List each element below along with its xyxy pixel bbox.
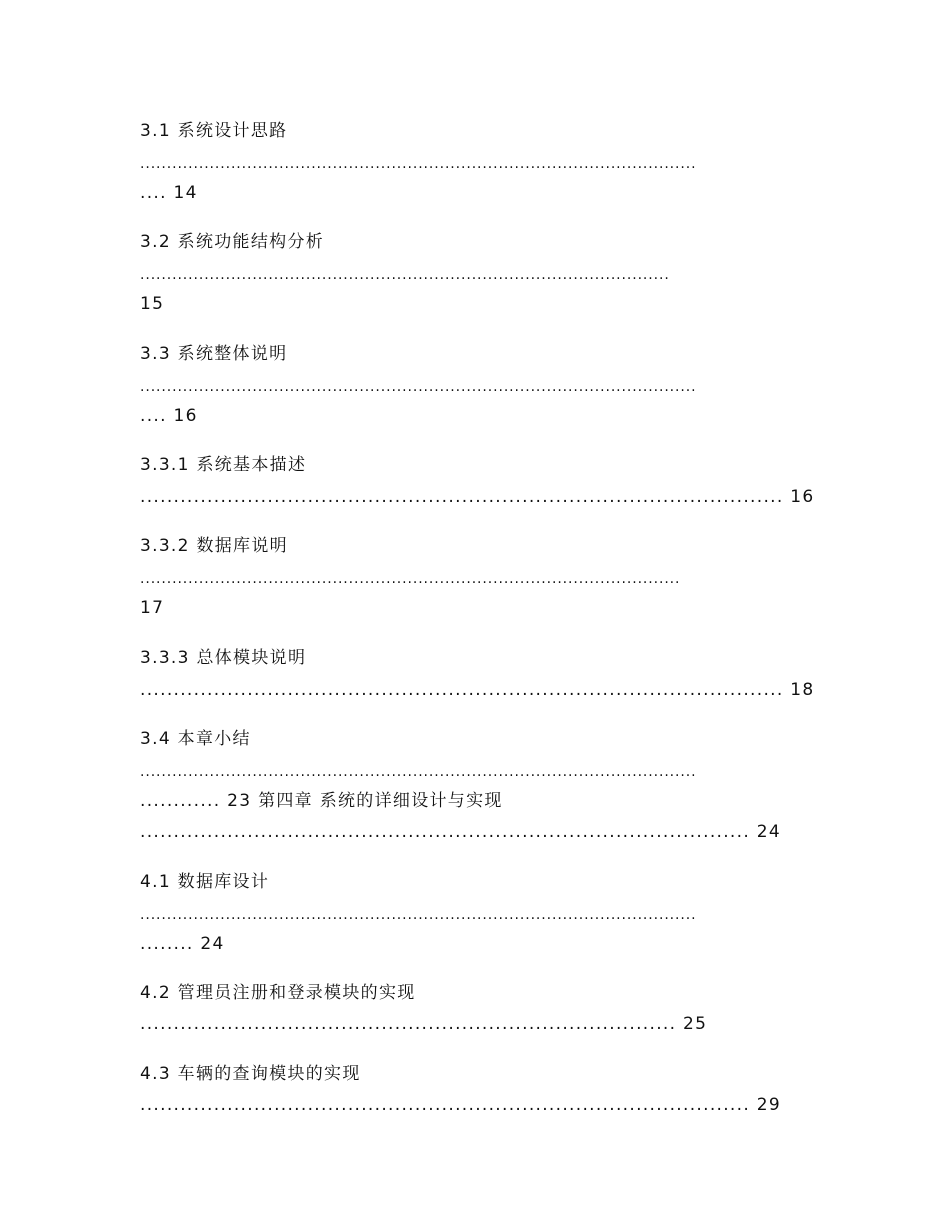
toc-entry-title: 3.3.1 系统基本描述: [140, 455, 307, 475]
toc-entry-title: 3.3.2 数据库说明: [140, 536, 288, 556]
toc-entry-leader: ................................................................................................ 16: [140, 487, 815, 507]
toc-entry-leader: ................................................................................................ 18: [140, 680, 815, 700]
toc-entry-title: 3.1 系统设计思路: [140, 121, 288, 141]
toc-entry-title: 3.3 系统整体说明: [140, 344, 288, 364]
toc-entry-page: 15: [140, 294, 165, 314]
toc-entry-title: 3.4 本章小结: [140, 729, 251, 749]
toc-entry-leader: ........................................................................................... 24: [140, 822, 781, 842]
toc-entry-page: .... 16: [140, 406, 198, 426]
toc-entry-page: 17: [140, 598, 165, 618]
toc-entry-title: 4.3 车辆的查询模块的实现: [140, 1064, 361, 1084]
toc-entry-page: ........ 24: [140, 934, 225, 954]
toc-entry-title: 4.2 管理员注册和登录模块的实现: [140, 983, 416, 1003]
toc-entry-leader: ........................................................................................... 29: [140, 1095, 781, 1115]
toc-entry-leader: ........................................................................................................: [140, 764, 697, 780]
toc-entry-page: .... 14: [140, 183, 198, 203]
toc-entry-leader: ........................................................................................................: [140, 379, 697, 395]
toc-entry-leader: ........................................................................................................: [140, 156, 697, 172]
toc-entry-title: 3.3.3 总体模块说明: [140, 648, 307, 668]
toc-entry-leader: ........................................................................................................: [140, 907, 697, 923]
toc-entry-page: ............ 23 第四章 系统的详细设计与实现: [140, 791, 503, 811]
toc-entry-leader: .....................................................................................................: [140, 571, 681, 587]
toc-entry-title: 3.2 系统功能结构分析: [140, 232, 325, 252]
toc-entry-title: 4.1 数据库设计: [140, 872, 270, 892]
toc-entry-leader: ................................................................................ 25: [140, 1014, 708, 1034]
toc-entry-leader: ...................................................................................................: [140, 267, 670, 283]
